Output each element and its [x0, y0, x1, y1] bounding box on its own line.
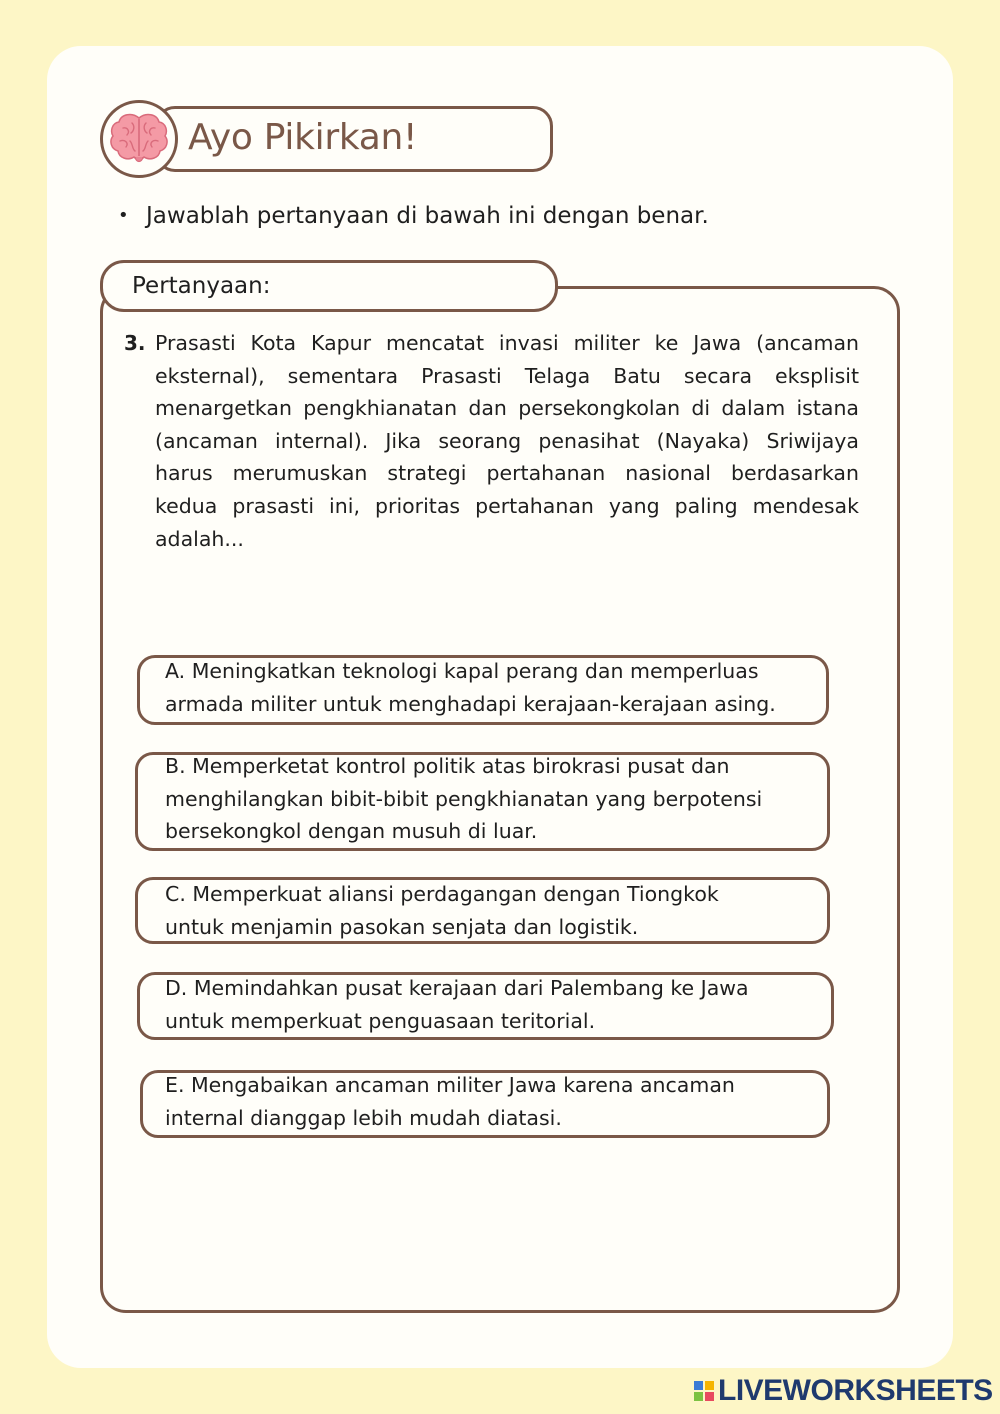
bullet: • — [118, 205, 129, 226]
option-c-line-1: C. Memperkuat aliansi perdagangan dengan Tiongkok — [165, 882, 719, 906]
instruction-text: Jawablah pertanyaan di bawah ini dengan benar. — [146, 203, 709, 229]
option-b-line-1: B. Memperketat kontrol politik atas birokrasi pusat dan — [165, 754, 730, 778]
question-number: 3. — [124, 331, 146, 355]
option-b-line-2: menghilangkan bibit-bibit pengkhianatan yang berpotensi — [165, 786, 763, 811]
instruction — [118, 198, 709, 234]
option-b-line-3: bersekongkol dengan musuh di luar. — [165, 819, 538, 843]
question-label: Pertanyaan: — [132, 273, 271, 299]
page-title: Ayo Pikirkan! — [188, 117, 418, 158]
option-a-line-1: A. Meningkatkan teknologi kapal perang dan memperluas — [165, 659, 759, 683]
logo-mark-icon — [694, 1381, 714, 1401]
option-c-line-2: untuk menjamin pasokan senjata dan logistik. — [165, 914, 639, 939]
option-d-line-2: untuk memperkuat penguasaan teritorial. — [165, 1008, 596, 1033]
option-e-line-2: internal dianggap lebih mudah diatasi. — [165, 1105, 562, 1130]
option-a-text — [165, 655, 776, 720]
option-d-text — [165, 972, 749, 1037]
option-e-text — [165, 1069, 735, 1134]
brain-icon — [108, 111, 170, 167]
option-a-line-2: armada militer untuk menghadapi kerajaan-kerajaan asing. — [165, 691, 776, 716]
question-text: Prasasti Kota Kapur mencatat invasi militer ke Jawa (ancaman eksternal), sementara Prasasti Telaga Batu secara eksplisit menargetkan pengkhianatan dan persekongkolan di dalam istana (ancaman internal). Jika seorang penasihat (Nayaka) Sriwijaya harus merumuskan strategi pertahanan nasional berdasarkan kedua prasasti ini, prioritas pertahanan yang paling mendesak adalah... — [155, 331, 859, 551]
option-e-line-1: E. Mengabaikan ancaman militer Jawa karena ancaman — [165, 1073, 735, 1097]
liveworksheets-logo[interactable] — [694, 1374, 993, 1408]
brain-icon-badge — [100, 100, 178, 178]
option-d-line-1: D. Memindahkan pusat kerajaan dari Palembang ke Jawa — [165, 976, 749, 1000]
option-c-text — [165, 878, 719, 943]
option-b-text — [165, 750, 762, 848]
logo-text: LIVEWORKSHEETS — [718, 1374, 993, 1407]
